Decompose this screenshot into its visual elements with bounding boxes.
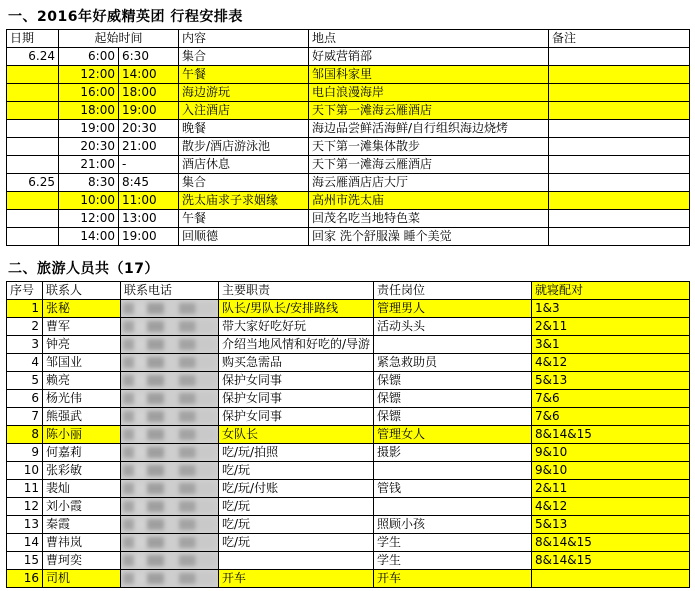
cell-post: 学生 [374,534,532,552]
cell-no: 15 [7,552,43,570]
table-row [7,426,690,444]
cell-phone-redacted [121,300,219,318]
table-row [7,156,690,174]
cell-name: 曹军 [43,318,121,336]
cell-content: 集合 [179,174,309,192]
cell-no: 11 [7,480,43,498]
cell-date [7,120,59,138]
cell-name: 邹国业 [43,354,121,372]
cell-no: 4 [7,354,43,372]
cell-post: 保镖 [374,390,532,408]
cell-content: 晚餐 [179,120,309,138]
cell-content: 洗太庙求子求姻缘 [179,192,309,210]
cell-start-time: 20:30 [59,138,119,156]
cell-post: 保镖 [374,372,532,390]
table-row [7,318,690,336]
col-date: 日期 [7,30,59,48]
cell-date [7,210,59,228]
cell-note [549,210,690,228]
schedule-table [6,29,690,246]
cell-start-time: 6:00 [59,48,119,66]
col-name: 联系人 [43,282,121,300]
cell-phone-redacted [121,480,219,498]
cell-note [549,228,690,246]
cell-start-time: 21:00 [59,156,119,174]
cell-name: 熊强武 [43,408,121,426]
cell-place: 天下第一滩集体散步 [309,138,549,156]
cell-post [374,498,532,516]
cell-end-time: 11:00 [119,192,179,210]
table-row [7,390,690,408]
cell-end-time: 18:00 [119,84,179,102]
cell-content: 午餐 [179,210,309,228]
cell-name: 刘小霞 [43,498,121,516]
cell-no: 7 [7,408,43,426]
cell-no: 9 [7,444,43,462]
cell-duty: 带大家好吃好玩 [219,318,374,336]
cell-note [549,48,690,66]
table-row [7,102,690,120]
cell-duty: 队长/男队长/安排路线 [219,300,374,318]
cell-name: 张秘 [43,300,121,318]
cell-post: 开车 [374,570,532,588]
cell-name: 何嘉莉 [43,444,121,462]
cell-note [549,102,690,120]
cell-duty: 吃/玩 [219,534,374,552]
people-table [6,281,690,588]
cell-date: 6.25 [7,174,59,192]
cell-place: 回家 洗个舒服澡 睡个美觉 [309,228,549,246]
cell-phone-redacted [121,498,219,516]
cell-date: 6.24 [7,48,59,66]
cell-date [7,156,59,174]
cell-no: 6 [7,390,43,408]
table-row [7,66,690,84]
table-row [7,120,690,138]
cell-note [549,66,690,84]
cell-name: 司机 [43,570,121,588]
cell-start-time: 14:00 [59,228,119,246]
cell-phone-redacted [121,516,219,534]
cell-end-time: 13:00 [119,210,179,228]
cell-pair: 3&1 [532,336,690,354]
col-duty: 主要职责 [219,282,374,300]
cell-content: 入注酒店 [179,102,309,120]
cell-end-time: 14:00 [119,66,179,84]
cell-post: 管理男人 [374,300,532,318]
cell-place: 高州市洗太庙 [309,192,549,210]
cell-end-time: 8:45 [119,174,179,192]
cell-place: 电白浪漫海岸 [309,84,549,102]
section-spacer [6,246,689,256]
cell-name: 秦霞 [43,516,121,534]
cell-duty: 吃/玩 [219,516,374,534]
cell-pair: 5&13 [532,516,690,534]
cell-phone-redacted [121,552,219,570]
cell-end-time: 19:00 [119,228,179,246]
cell-date [7,192,59,210]
cell-content: 酒店休息 [179,156,309,174]
cell-post: 照顾小孩 [374,516,532,534]
cell-post: 管理女人 [374,426,532,444]
cell-duty: 吃/玩/付账 [219,480,374,498]
cell-no: 8 [7,426,43,444]
col-content: 内容 [179,30,309,48]
cell-no: 13 [7,516,43,534]
people-header-row [7,282,690,300]
cell-content: 午餐 [179,66,309,84]
cell-post [374,462,532,480]
cell-post: 紧急救助员 [374,354,532,372]
cell-content: 回顺德 [179,228,309,246]
cell-date [7,138,59,156]
table-row [7,228,690,246]
cell-name: 曹珂奕 [43,552,121,570]
col-no: 序号 [7,282,43,300]
table-row [7,516,690,534]
cell-duty: 保护女同事 [219,372,374,390]
table-row [7,534,690,552]
cell-note [549,84,690,102]
cell-pair: 9&10 [532,444,690,462]
cell-start-time: 8:30 [59,174,119,192]
cell-pair: 4&12 [532,498,690,516]
cell-start-time: 18:00 [59,102,119,120]
cell-name: 陈小丽 [43,426,121,444]
cell-end-time: - [119,156,179,174]
table-row [7,552,690,570]
cell-end-time: 20:30 [119,120,179,138]
cell-pair: 1&3 [532,300,690,318]
cell-place: 天下第一滩海云雁酒店 [309,156,549,174]
cell-phone-redacted [121,318,219,336]
cell-duty: 女队长 [219,426,374,444]
cell-phone-redacted [121,336,219,354]
schedule-header-row [7,30,690,48]
col-pair: 就寝配对 [532,282,690,300]
cell-post: 保镖 [374,408,532,426]
cell-content: 海边游玩 [179,84,309,102]
cell-start-time: 16:00 [59,84,119,102]
cell-no: 12 [7,498,43,516]
table-row [7,300,690,318]
cell-place: 回茂名吃当地特色菜 [309,210,549,228]
cell-duty: 保护女同事 [219,408,374,426]
people-section-title: 二、旅游人员共（17） [8,261,159,277]
cell-note [549,138,690,156]
cell-pair: 2&11 [532,480,690,498]
table-row [7,444,690,462]
table-row [7,480,690,498]
table-row [7,498,690,516]
cell-name: 杨光伟 [43,390,121,408]
cell-end-time: 21:00 [119,138,179,156]
cell-no: 14 [7,534,43,552]
cell-no: 1 [7,300,43,318]
cell-phone-redacted [121,534,219,552]
cell-pair: 7&6 [532,390,690,408]
cell-pair: 5&13 [532,372,690,390]
cell-no: 2 [7,318,43,336]
table-row [7,174,690,192]
col-time: 起始时间 [59,30,179,48]
cell-end-time: 19:00 [119,102,179,120]
cell-end-time: 6:30 [119,48,179,66]
table-row [7,84,690,102]
cell-phone-redacted [121,570,219,588]
cell-post: 学生 [374,552,532,570]
table-row [7,48,690,66]
cell-pair: 8&14&15 [532,552,690,570]
cell-pair: 8&14&15 [532,426,690,444]
table-row [7,570,690,588]
table-row [7,408,690,426]
col-phone: 联系电话 [121,282,219,300]
table-row [7,336,690,354]
table-row [7,372,690,390]
col-post: 责任岗位 [374,282,532,300]
cell-name: 赖亮 [43,372,121,390]
cell-no: 5 [7,372,43,390]
cell-duty: 开车 [219,570,374,588]
cell-date [7,66,59,84]
cell-duty: 保护女同事 [219,390,374,408]
cell-pair: 4&12 [532,354,690,372]
cell-place: 天下第一滩海云雁酒店 [309,102,549,120]
cell-place: 海边品尝鲜活海鲜/自行组织海边烧烤 [309,120,549,138]
cell-note [549,192,690,210]
cell-duty [219,552,374,570]
cell-date [7,84,59,102]
schedule-section-title: 一、2016年好威精英团 行程安排表 [8,9,243,25]
cell-duty: 吃/玩 [219,498,374,516]
col-note: 备注 [549,30,690,48]
cell-phone-redacted [121,372,219,390]
table-row [7,210,690,228]
cell-content: 散步/酒店游泳池 [179,138,309,156]
cell-duty: 介绍当地风情和好吃的/导游 [219,336,374,354]
cell-date [7,102,59,120]
table-row [7,138,690,156]
cell-no: 10 [7,462,43,480]
cell-pair: 7&6 [532,408,690,426]
cell-name: 张彩敏 [43,462,121,480]
table-row [7,462,690,480]
cell-pair: 9&10 [532,462,690,480]
cell-note [549,174,690,192]
table-row [7,192,690,210]
cell-start-time: 12:00 [59,66,119,84]
cell-pair: 8&14&15 [532,534,690,552]
cell-place: 好威营销部 [309,48,549,66]
cell-phone-redacted [121,444,219,462]
cell-no: 16 [7,570,43,588]
cell-place: 海云雁酒店店大厅 [309,174,549,192]
cell-post: 活动头头 [374,318,532,336]
cell-duty: 购买急需品 [219,354,374,372]
cell-duty: 吃/玩/拍照 [219,444,374,462]
cell-duty: 吃/玩 [219,462,374,480]
table-row [7,354,690,372]
cell-phone-redacted [121,426,219,444]
cell-date [7,228,59,246]
cell-name: 裴灿 [43,480,121,498]
col-place: 地点 [309,30,549,48]
cell-pair: 2&11 [532,318,690,336]
cell-pair [532,570,690,588]
cell-post: 管钱 [374,480,532,498]
cell-phone-redacted [121,462,219,480]
cell-place: 邹国科家里 [309,66,549,84]
cell-phone-redacted [121,390,219,408]
cell-start-time: 10:00 [59,192,119,210]
cell-name: 曹祎岚 [43,534,121,552]
cell-no: 3 [7,336,43,354]
cell-phone-redacted [121,354,219,372]
cell-post: 摄影 [374,444,532,462]
cell-post [374,336,532,354]
cell-content: 集合 [179,48,309,66]
cell-start-time: 12:00 [59,210,119,228]
cell-note [549,156,690,174]
cell-name: 钟亮 [43,336,121,354]
cell-start-time: 19:00 [59,120,119,138]
cell-note [549,120,690,138]
cell-phone-redacted [121,408,219,426]
